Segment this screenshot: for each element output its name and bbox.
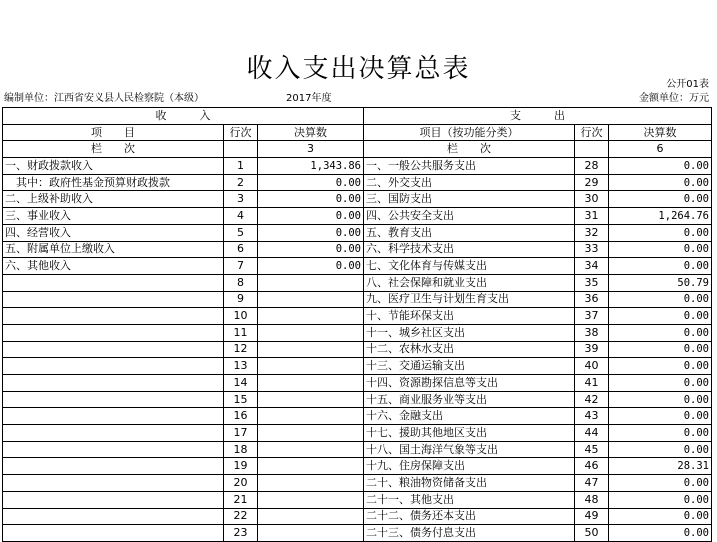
- income-amount-cell: [258, 274, 364, 291]
- income-row-no-cell: 23: [224, 525, 258, 542]
- income-row-no-cell: 4: [224, 208, 258, 225]
- table-row: [3, 208, 712, 225]
- expense-item-cell: 二十一、其他支出: [364, 491, 575, 508]
- expense-amount-cell: 0.00: [609, 308, 712, 325]
- column-header-row: [3, 124, 712, 141]
- expense-item-cell: 十、节能环保支出: [364, 308, 575, 325]
- income-amount-cell: [258, 358, 364, 375]
- expense-amount-cell: 0.00: [609, 375, 712, 392]
- income-amount-cell: [258, 491, 364, 508]
- table-row: [3, 224, 712, 241]
- expense-amount-cell: 0.00: [609, 358, 712, 375]
- income-amount-cell: 0.00: [258, 241, 364, 258]
- expense-item-cell: 十九、住房保障支出: [364, 458, 575, 475]
- income-amount-cell: [258, 408, 364, 425]
- report-title: 收入支出决算总表: [246, 54, 471, 84]
- table-row: [3, 441, 712, 458]
- expense-row-no-cell: 31: [575, 208, 609, 225]
- income-item-cell: [3, 425, 224, 442]
- expense-amount-cell: 0.00: [609, 341, 712, 358]
- income-item-cell: [3, 525, 224, 542]
- expense-col-number: 6: [609, 141, 712, 158]
- expense-row-no-cell: 44: [575, 425, 609, 442]
- expense-row-no-cell: 37: [575, 308, 609, 325]
- expense-amount-cell: 0.00: [609, 508, 712, 525]
- expense-amount-cell: 0.00: [609, 291, 712, 308]
- expense-amount-cell: 0.00: [609, 191, 712, 208]
- expense-item-cell: 十四、资源勘探信息等支出: [364, 375, 575, 392]
- income-item-cell: 四、经营收入: [3, 224, 224, 241]
- income-row-no-cell: 21: [224, 491, 258, 508]
- expense-amount-cell: 0.00: [609, 391, 712, 408]
- expense-amount-cell: 0.00: [609, 174, 712, 191]
- income-row-no-cell: 20: [224, 475, 258, 492]
- table-row: [3, 425, 712, 442]
- expense-item-header: 项目（按功能分类）: [364, 124, 575, 141]
- income-row-no-cell: 9: [224, 291, 258, 308]
- expense-item-cell: 六、科学技术支出: [364, 241, 575, 258]
- income-row-no-cell: 15: [224, 391, 258, 408]
- income-row-no-cell: 17: [224, 425, 258, 442]
- expense-row-no-cell: 30: [575, 191, 609, 208]
- expense-row-no-cell: 50: [575, 525, 609, 542]
- expense-row-no-cell: 29: [575, 174, 609, 191]
- income-amount-cell: 0.00: [258, 224, 364, 241]
- expense-row-no-cell: 47: [575, 475, 609, 492]
- income-row-no-cell: 1: [224, 158, 258, 175]
- expense-item-cell: 十八、国土海洋气象等支出: [364, 441, 575, 458]
- reporting-unit: 编制单位：江西省安义县人民检察院（本级）: [4, 93, 204, 104]
- summary-table: [2, 107, 712, 542]
- income-item-cell: [3, 375, 224, 392]
- expense-lanci-label: 栏 次: [364, 141, 575, 158]
- table-row: [3, 491, 712, 508]
- expense-amount-cell: 1,264.76: [609, 208, 712, 225]
- income-item-cell: 二、上级补助收入: [3, 191, 224, 208]
- expense-amount-cell: 0.00: [609, 425, 712, 442]
- income-amount-cell: 0.00: [258, 208, 364, 225]
- income-item-cell: [3, 358, 224, 375]
- income-item-cell: [3, 391, 224, 408]
- income-lanci-label: 栏 次: [3, 141, 224, 158]
- income-item-cell: [3, 475, 224, 492]
- income-amount-cell: [258, 308, 364, 325]
- income-item-cell: [3, 441, 224, 458]
- expense-row-no-cell: 42: [575, 391, 609, 408]
- table-row: [3, 508, 712, 525]
- income-amount-cell: [258, 441, 364, 458]
- expense-item-cell: 十七、援助其他地区支出: [364, 425, 575, 442]
- income-amount-cell: [258, 425, 364, 442]
- income-amount-cell: [258, 508, 364, 525]
- income-amount-cell: [258, 458, 364, 475]
- income-row-no-header: 行次: [224, 124, 258, 141]
- column-number-row: [3, 141, 712, 158]
- income-amount-cell: 0.00: [258, 191, 364, 208]
- table-row: [3, 525, 712, 542]
- income-col-number: 3: [258, 141, 364, 158]
- expense-row-no-cell: 49: [575, 508, 609, 525]
- income-item-cell: [3, 274, 224, 291]
- income-row-no-cell: 22: [224, 508, 258, 525]
- income-amount-cell: 0.00: [258, 174, 364, 191]
- income-item-cell: [3, 508, 224, 525]
- income-row-no-cell: 3: [224, 191, 258, 208]
- income-row-no-cell: 19: [224, 458, 258, 475]
- expense-row-no-cell: 35: [575, 274, 609, 291]
- fiscal-year: 2017年度: [286, 93, 332, 104]
- income-row-no-cell: 10: [224, 308, 258, 325]
- income-row-no-cell: 5: [224, 224, 258, 241]
- expense-item-cell: 十五、商业服务业等支出: [364, 391, 575, 408]
- expense-amount-cell: 0.00: [609, 408, 712, 425]
- income-amount-header: 决算数: [258, 124, 364, 141]
- expense-item-cell: 五、教育支出: [364, 224, 575, 241]
- income-amount-cell: [258, 341, 364, 358]
- income-row-no-cell: 14: [224, 375, 258, 392]
- expense-item-cell: 二、外交支出: [364, 174, 575, 191]
- expense-row-no-cell: 39: [575, 341, 609, 358]
- income-item-cell: [3, 491, 224, 508]
- income-amount-cell: 0.00: [258, 258, 364, 275]
- expense-item-cell: 八、社会保障和就业支出: [364, 274, 575, 291]
- income-row-no-cell: 2: [224, 174, 258, 191]
- table-row: [3, 341, 712, 358]
- expense-item-cell: 十六、金融支出: [364, 408, 575, 425]
- income-item-cell: [3, 341, 224, 358]
- table-row: [3, 475, 712, 492]
- expense-amount-cell: 0.00: [609, 224, 712, 241]
- income-lanci-blank: [224, 141, 258, 158]
- table-row: [3, 308, 712, 325]
- expense-row-no-cell: 48: [575, 491, 609, 508]
- income-item-cell: 五、附属单位上缴收入: [3, 241, 224, 258]
- expense-amount-header: 决算数: [609, 124, 712, 141]
- expense-amount-cell: 0.00: [609, 525, 712, 542]
- expense-row-no-cell: 45: [575, 441, 609, 458]
- income-row-no-cell: 7: [224, 258, 258, 275]
- table-row: [3, 324, 712, 341]
- expense-row-no-cell: 43: [575, 408, 609, 425]
- expense-row-no-cell: 41: [575, 375, 609, 392]
- table-row: [3, 174, 712, 191]
- income-row-no-cell: 13: [224, 358, 258, 375]
- expense-row-no-cell: 38: [575, 324, 609, 341]
- expense-amount-cell: 50.79: [609, 274, 712, 291]
- income-item-cell: [3, 324, 224, 341]
- expense-item-cell: 十三、交通运输支出: [364, 358, 575, 375]
- section-header-row: [3, 108, 712, 125]
- expense-row-no-cell: 46: [575, 458, 609, 475]
- table-row: [3, 391, 712, 408]
- form-code: 公开01表: [666, 79, 709, 90]
- expense-item-cell: 二十三、债务付息支出: [364, 525, 575, 542]
- table-row: [3, 274, 712, 291]
- table-row: [3, 358, 712, 375]
- income-item-cell: [3, 291, 224, 308]
- table-row: [3, 158, 712, 175]
- table-row: [3, 458, 712, 475]
- income-item-cell: [3, 458, 224, 475]
- table-row: [3, 258, 712, 275]
- expense-row-no-cell: 32: [575, 224, 609, 241]
- income-section-header: 收 入: [3, 108, 364, 125]
- table-row: [3, 241, 712, 258]
- expense-row-no-cell: 33: [575, 241, 609, 258]
- expense-amount-cell: 0.00: [609, 258, 712, 275]
- income-item-cell: 六、其他收入: [3, 258, 224, 275]
- income-row-no-cell: 12: [224, 341, 258, 358]
- income-item-cell: [3, 308, 224, 325]
- income-amount-cell: [258, 291, 364, 308]
- income-amount-cell: [258, 525, 364, 542]
- expense-item-cell: 九、医疗卫生与计划生育支出: [364, 291, 575, 308]
- expense-amount-cell: 28.31: [609, 458, 712, 475]
- expense-row-no-header: 行次: [575, 124, 609, 141]
- expense-row-no-cell: 40: [575, 358, 609, 375]
- income-row-no-cell: 16: [224, 408, 258, 425]
- table-row: [3, 375, 712, 392]
- expense-section-header: 支 出: [364, 108, 712, 125]
- income-item-cell: 一、财政拨款收入: [3, 158, 224, 175]
- table-row: [3, 191, 712, 208]
- income-row-no-cell: 18: [224, 441, 258, 458]
- income-item-cell: [3, 408, 224, 425]
- expense-row-no-cell: 28: [575, 158, 609, 175]
- income-row-no-cell: 6: [224, 241, 258, 258]
- expense-item-cell: 四、公共安全支出: [364, 208, 575, 225]
- income-item-header: 项 目: [3, 124, 224, 141]
- expense-amount-cell: 0.00: [609, 441, 712, 458]
- amount-unit: 金额单位：万元: [639, 93, 709, 104]
- income-amount-cell: [258, 324, 364, 341]
- expense-amount-cell: 0.00: [609, 158, 712, 175]
- expense-row-no-cell: 34: [575, 258, 609, 275]
- expense-amount-cell: 0.00: [609, 475, 712, 492]
- table-row: [3, 291, 712, 308]
- expense-amount-cell: 0.00: [609, 491, 712, 508]
- income-amount-cell: [258, 475, 364, 492]
- expense-item-cell: 一、一般公共服务支出: [364, 158, 575, 175]
- expense-item-cell: 十二、农林水支出: [364, 341, 575, 358]
- expense-item-cell: 三、国防支出: [364, 191, 575, 208]
- income-row-no-cell: 8: [224, 274, 258, 291]
- expense-row-no-cell: 36: [575, 291, 609, 308]
- expense-lanci-blank: [575, 141, 609, 158]
- income-item-cell: 其中：政府性基金预算财政拨款: [3, 174, 224, 191]
- expense-item-cell: 二十二、债务还本支出: [364, 508, 575, 525]
- income-row-no-cell: 11: [224, 324, 258, 341]
- expense-item-cell: 七、文化体育与传媒支出: [364, 258, 575, 275]
- table-row: [3, 408, 712, 425]
- expense-amount-cell: 0.00: [609, 324, 712, 341]
- income-amount-cell: [258, 391, 364, 408]
- income-item-cell: 三、事业收入: [3, 208, 224, 225]
- income-amount-cell: 1,343.86: [258, 158, 364, 175]
- expense-amount-cell: 0.00: [609, 241, 712, 258]
- income-amount-cell: [258, 375, 364, 392]
- expense-item-cell: 二十、粮油物资储备支出: [364, 475, 575, 492]
- expense-item-cell: 十一、城乡社区支出: [364, 324, 575, 341]
